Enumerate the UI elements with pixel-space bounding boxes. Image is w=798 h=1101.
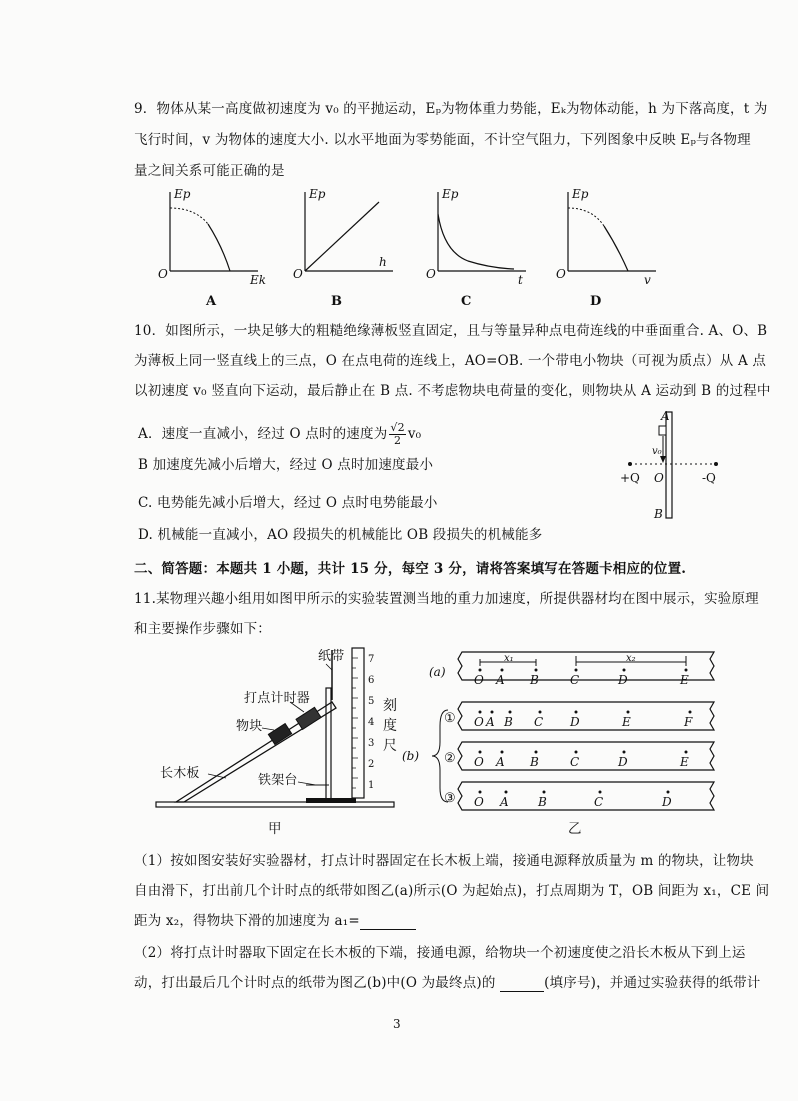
q9-option-c-letter: C bbox=[461, 294, 472, 309]
q10-option-a-v0: v₀ bbox=[407, 426, 422, 442]
ruler-tick-5: 5 bbox=[368, 696, 375, 707]
q9-graph-c bbox=[418, 186, 538, 286]
q9-line1: 9．物体从某一高度做初速度为 v₀ 的平抛运动，Eₚ为物体重力势能，Eₖ为物体动能，h 为下落高度，t 为 bbox=[134, 101, 768, 117]
label-board: 长木板 bbox=[160, 766, 200, 781]
yi-circle-2: ② bbox=[444, 751, 456, 766]
yi-label-b: (b) bbox=[402, 749, 420, 763]
q11-figure-yi bbox=[402, 646, 724, 816]
q10-option-d: D. 机械能一直减小，AO 段损失的机械能比 OB 段损失的机械能多 bbox=[138, 527, 543, 543]
q9-a-ylabel: Ep bbox=[174, 187, 191, 201]
tape-3-b: B bbox=[538, 795, 547, 809]
tape-1-c: C bbox=[534, 715, 544, 729]
tape-a-a: A bbox=[496, 673, 505, 687]
yi-circle-3: ③ bbox=[444, 791, 456, 806]
q10-line1: 10．如图所示，一块足够大的粗糙绝缘薄板竖直固定，且与等量异种点电荷连线的中垂面重合. A、O、B bbox=[134, 323, 768, 339]
ruler-tick-6: 6 bbox=[368, 675, 375, 686]
tape-a-b: B bbox=[530, 673, 539, 687]
tape-1-e: E bbox=[622, 715, 631, 729]
label-tape: 纸带 bbox=[318, 649, 345, 664]
q10-v0-label: v₀ bbox=[652, 446, 662, 457]
q11-p2-line2 bbox=[134, 974, 761, 992]
yi-circle-1: ① bbox=[444, 711, 456, 726]
tape-3-a: A bbox=[500, 795, 509, 809]
ruler-tick-7: 7 bbox=[368, 654, 375, 665]
q9-d-xlabel: v bbox=[644, 273, 651, 287]
tape-a-o: O bbox=[474, 673, 484, 687]
ruler-tick-4: 4 bbox=[368, 717, 375, 728]
q10-option-a-frac-den: 2 bbox=[394, 434, 402, 447]
tape-1-d: D bbox=[570, 715, 580, 729]
tape-3-c: C bbox=[594, 795, 604, 809]
answer-blank-tape[interactable] bbox=[500, 979, 544, 992]
tape-1 bbox=[458, 702, 714, 730]
q11-p2-line1: （2）将打点计时器取下固定在长木板的下端，接通电源，给物块一个初速度使之沿长木板从下到上运 bbox=[134, 945, 746, 961]
tape-2-a: A bbox=[496, 755, 505, 769]
tape-2-c: C bbox=[570, 755, 580, 769]
tape-1-a: A bbox=[486, 715, 495, 729]
q9-line2: 飞行时间，v 为物体的速度大小. 以水平地面为零势能面，不计空气阻力，下列图象中反映 Eₚ与各物理 bbox=[134, 132, 751, 148]
q10-plusq-label: +Q bbox=[620, 471, 640, 485]
q10-option-a-text: A．速度一直减小，经过 O 点时的速度为 bbox=[138, 426, 388, 442]
ruler-tick-2: 2 bbox=[368, 759, 375, 770]
caption-yi: 乙 bbox=[568, 821, 582, 837]
q9-d-origin: O bbox=[556, 267, 566, 281]
yi-label-a: (a) bbox=[429, 665, 446, 679]
q9-graph-b bbox=[285, 186, 405, 286]
q11-p1-line2: 自由滑下，打出前几个计时点的纸带如图乙(a)所示(O 为起始点)，打点周期为 T，OB 间距为 x₁，CE 间 bbox=[134, 883, 770, 899]
q10-option-a-frac-num: √2 bbox=[390, 421, 405, 434]
q11-line1: 11.某物理兴趣小组用如图甲所示的实验装置测当地的重力加速度，所提供器材均在图中展示，实验原理 bbox=[134, 591, 759, 607]
q10-point-o-label: O bbox=[654, 471, 664, 485]
q10-option-c: C. 电势能先减小后增大，经过 O 点时电势能最小 bbox=[138, 495, 438, 511]
tape-a-c: C bbox=[570, 673, 580, 687]
tape-2-e: E bbox=[680, 755, 689, 769]
q10-line2: 为薄板上同一竖直线上的三点，O 在点电荷的连线上，AO=OB. 一个带电小物块（可视为质点）从 A 点 bbox=[134, 353, 767, 369]
tape-3-o: O bbox=[474, 795, 484, 809]
q10-minusq-label: -Q bbox=[702, 471, 716, 485]
q10-option-b: B 加速度先减小后增大，经过 O 点时加速度最小 bbox=[138, 457, 434, 473]
tape-2-b: B bbox=[530, 755, 539, 769]
tape-a-d: D bbox=[618, 673, 628, 687]
q9-graph-a bbox=[150, 186, 270, 286]
q9-b-ylabel: Ep bbox=[309, 187, 326, 201]
q9-c-xlabel: t bbox=[518, 273, 523, 287]
q10-charge-figure bbox=[612, 406, 732, 524]
page-number: 3 bbox=[393, 1017, 401, 1031]
section2-heading: 二、简答题：本题共 1 小题，共计 15 分，每空 3 分，请将答案填写在答题卡相应的位置. bbox=[134, 561, 687, 577]
q11-line2: 和主要操作步骤如下： bbox=[134, 621, 271, 637]
q9-d-ylabel: Ep bbox=[572, 187, 589, 201]
q9-option-a-letter: A bbox=[206, 294, 217, 309]
label-timer: 打点计时器 bbox=[244, 691, 311, 706]
q10-line3: 以初速度 v₀ 竖直向下运动，最后静止在 B 点. 不考虑物块电荷量的变化，则物块从 A 运动到 B 的过程中 bbox=[134, 383, 771, 399]
q9-c-origin: O bbox=[426, 267, 436, 281]
caption-jia: 甲 bbox=[268, 821, 282, 837]
q11-p1-line1: （1）按如图安装好实验器材，打点计时器固定在长木板上端，接通电源释放质量为 m 的物块，让物块 bbox=[134, 853, 754, 869]
tape-2-d: D bbox=[618, 755, 628, 769]
label-stand: 铁架台 bbox=[258, 773, 298, 788]
q11-p2-line2-tail: (填序号)，并通过实验获得的纸带计 bbox=[544, 975, 761, 991]
ruler-tick-3: 3 bbox=[368, 738, 375, 749]
q10-point-b-label: B bbox=[654, 507, 663, 521]
q11-figure-jia bbox=[156, 640, 396, 840]
q9-a-origin: O bbox=[158, 267, 168, 281]
q11-p1-line3 bbox=[134, 912, 416, 930]
tape-1-f: F bbox=[684, 715, 693, 729]
q11-p1-line3-text: 距为 x₂，得物块下滑的加速度为 a₁= bbox=[134, 913, 360, 929]
q9-a-xlabel: Ek bbox=[250, 273, 267, 287]
q9-graph-d bbox=[548, 186, 668, 286]
q10-option-a bbox=[138, 422, 421, 447]
q9-c-ylabel: Ep bbox=[442, 187, 459, 201]
q9-b-origin: O bbox=[293, 267, 303, 281]
tape-1-o: O bbox=[474, 715, 484, 729]
tape-a-e: E bbox=[680, 673, 689, 687]
label-block: 物块 bbox=[236, 719, 263, 734]
tape-1-b: B bbox=[504, 715, 513, 729]
q11-p2-line2-text: 动，打出最后几个计时点的纸带为图乙(b)中(O 为最终点)的 bbox=[134, 975, 496, 991]
q9-line3: 量之间关系可能正确的是 bbox=[134, 163, 285, 179]
label-ruler: 刻度尺 bbox=[383, 698, 398, 754]
tape-3-d: D bbox=[662, 795, 672, 809]
yi-x2: x₂ bbox=[626, 653, 636, 664]
q9-option-b-letter: B bbox=[331, 294, 342, 309]
ruler-tick-1: 1 bbox=[368, 780, 375, 791]
answer-blank-a1[interactable] bbox=[360, 917, 416, 930]
tape-3 bbox=[458, 782, 714, 810]
q9-option-d-letter: D bbox=[590, 294, 602, 309]
q9-b-xlabel: h bbox=[379, 255, 387, 269]
tape-2-o: O bbox=[474, 755, 484, 769]
yi-x1: x₁ bbox=[504, 653, 514, 664]
q10-point-a-label: A bbox=[661, 409, 670, 423]
